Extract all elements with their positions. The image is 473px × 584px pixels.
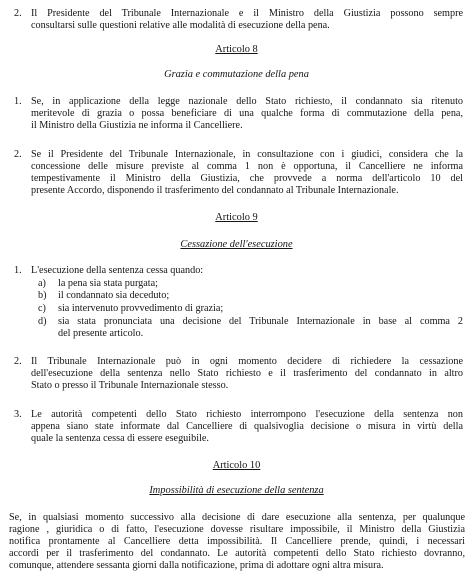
paragraph-line: ragione , giuridica o di fatto, l'esecuzione dovesse risultare impossibile, il Ministro della Giustizia [9,524,465,535]
list-item: la pena sia stata purgata; [58,278,158,289]
article-8-title: Articolo 8 [215,44,258,55]
paragraph-number: 1. [14,265,22,276]
paragraph-line: quale la sentenza cessa di essere eseguibile. [31,433,209,444]
paragraph-line: Le autorità competenti dello Stato richiesto interrompono l'esecuzione della sentenza non [31,409,463,420]
paragraph-line: Se il Presidente del Tribunale Internazionale, in consultazione con i giudici, considera che la [31,149,463,160]
paragraph-line: Il Presidente del Tribunale Internazionale e il Ministro della Giustizia possono sempre [31,8,463,19]
paragraph-line: Stato o presso il Tribunale Internazionale stesso. [31,380,229,391]
paragraph-line: consultarsi sulle questioni relative alle modalità di esecuzione della pena. [31,20,330,31]
paragraph-line: comunque, attendere sessanta giorni dalla notificazione, prima di adottare ogni altra misura. [9,560,384,571]
paragraph-line: presente Accordo, disponendo il trasferimento del condannato al Tribunale Internazionale. [31,185,399,196]
list-item: sia stata pronunciata una decisione del Tribunale Internazionale in base al comma 2 [58,316,463,327]
article-10-subtitle: Impossibilità di esecuzione della sentenza [149,485,324,496]
paragraph-number: 2. [14,149,22,160]
paragraph-line: meritevole di grazia o possa beneficiare di una qualche forma di commutazione della pena, [31,108,463,119]
list-item: il condannato sia deceduto; [58,290,170,301]
paragraph-line: tempestivamente il Ministro della Giustizia, che provvede a norma dell'articolo 10 del [31,173,463,184]
paragraph-number: 1. [14,96,22,107]
paragraph-line: Il Tribunale Internazionale può in ogni momento decidere di richiedere la cessazione [31,356,463,367]
article-8-subtitle: Grazia e commutazione della pena [164,69,309,80]
list-item-label: a) [38,278,46,289]
list-item-label: b) [38,290,47,301]
paragraph-line: Se, in qualsiasi momento successivo alla decisione di dare esecuzione alla sentenza, per qualunque [9,512,465,523]
paragraph-line: L'esecuzione della sentenza cessa quando: [31,265,204,276]
article-9-subtitle: Cessazione dell'esecuzione [180,239,293,250]
list-item-continuation: del presente articolo. [58,328,144,339]
paragraph-line: accordi per il trasferimento del condannato. Le autorità competenti dello Stato richiesto dovranno, [9,548,465,559]
paragraph-line: notifica prontamente al Cancelliere detta impossibilità. Il Cancelliere prende, quindi, i necessari [9,536,465,547]
paragraph-line: appena siano state informate dal Cancelliere di qualsivoglia decisione o misura in virtù della [31,421,463,432]
paragraph-line: il Ministro della Giustizia ne informa il Cancelliere. [31,120,243,131]
list-item-label: d) [38,316,47,327]
article-10-title: Articolo 10 [212,460,261,471]
list-item-label: c) [38,303,46,314]
article-9-title: Articolo 9 [215,212,258,223]
list-item: sia intervenuto provvedimento di grazia; [58,303,224,314]
paragraph-line: dell'esecuzione della sentenza nello Stato richiesto e il trasferimento del condannato in altro [31,368,463,379]
paragraph-line: concessione delle misure previste al comma 1 non è opportuna, il Cancelliere ne informa [31,161,463,172]
paragraph-number: 3. [14,409,22,420]
paragraph-number: 2. [14,8,22,19]
paragraph-number: 2. [14,356,22,367]
paragraph-line: Se, in applicazione della legge nazionale dello Stato richiesto, il condannato sia ritenuto [31,96,463,107]
